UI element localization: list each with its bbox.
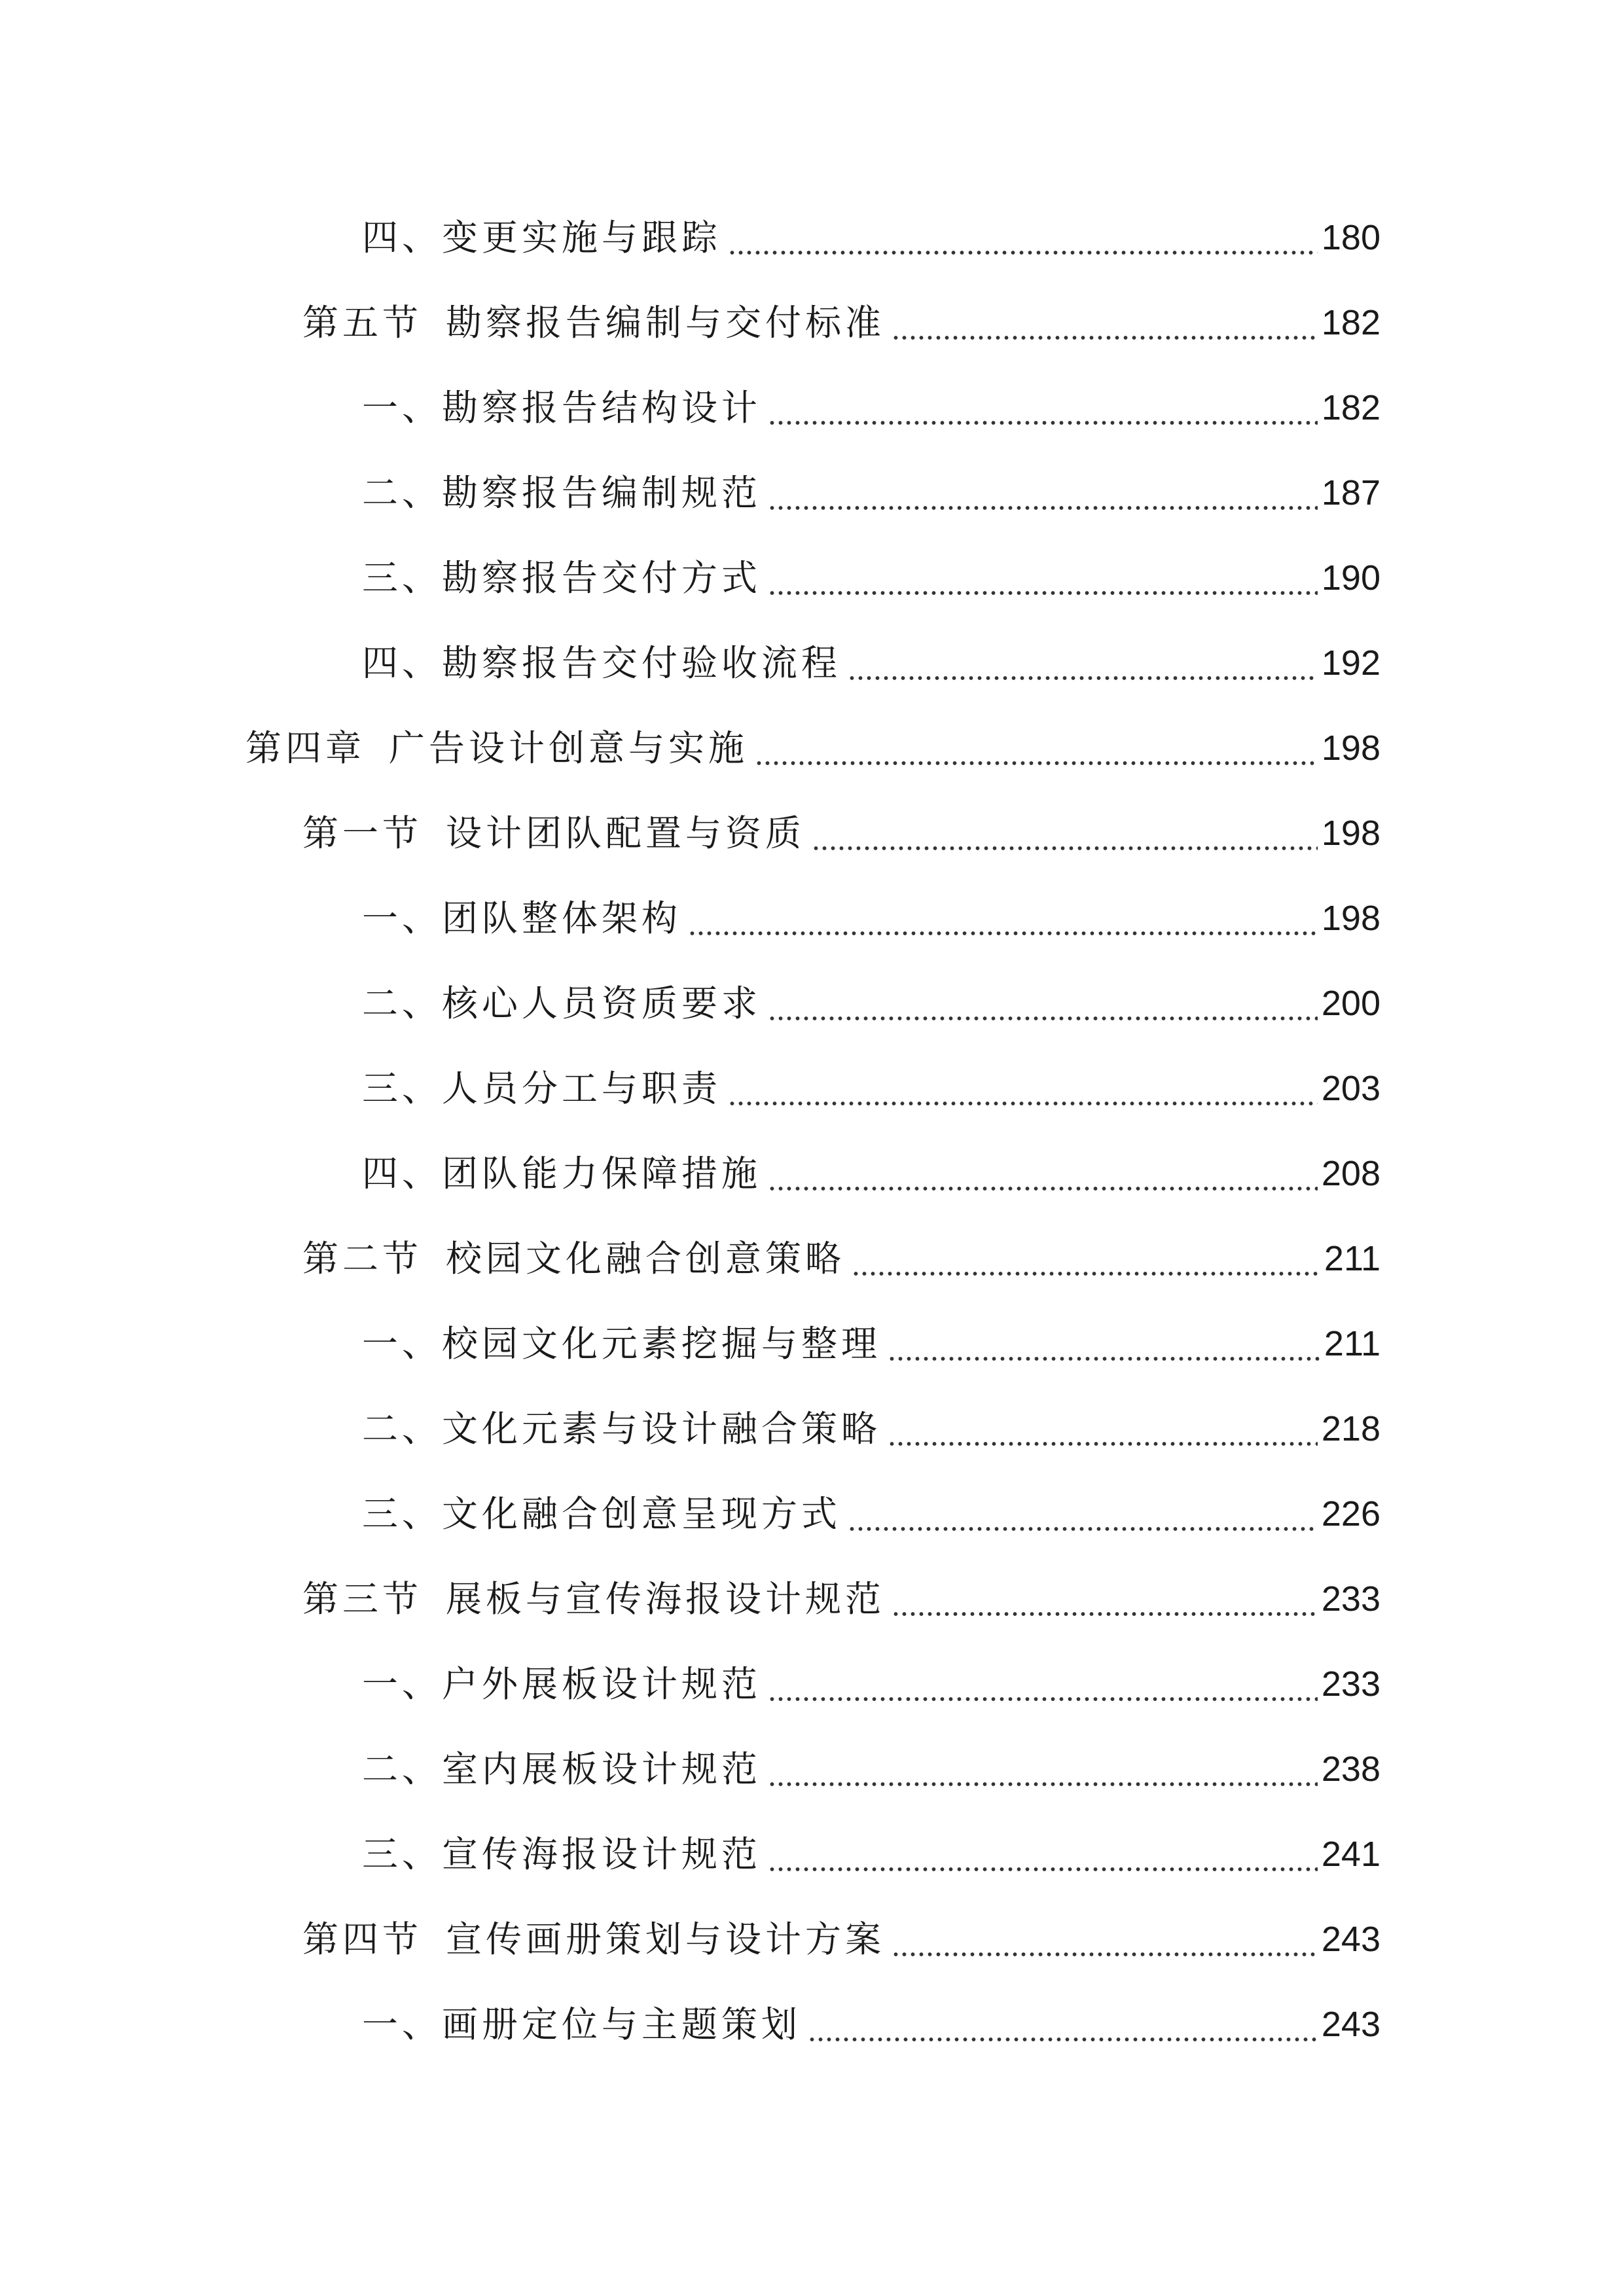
toc-page-number: 243 [1321, 2005, 1380, 2044]
toc-entry[interactable] [362, 1658, 1380, 1710]
toc-entry-title: 第三节 展板与宣传海报设计规范 [302, 1578, 886, 1620]
toc-dot-leader [768, 1833, 1318, 1873]
toc-dot-leader [728, 217, 1318, 256]
toc-entry[interactable] [362, 637, 1380, 689]
toc-page-number: 243 [1321, 1920, 1380, 1959]
toc-entry-title: 四、团队能力保障措施 [362, 1153, 762, 1194]
toc-entry[interactable] [362, 1062, 1380, 1115]
toc-page-number: 241 [1321, 1835, 1380, 1874]
toc-page-number: 182 [1321, 303, 1380, 342]
toc-entry[interactable] [362, 1828, 1380, 1880]
toc-entry[interactable] [362, 1998, 1380, 2051]
toc-entry-title: 第二节 校园文化融合创意策略 [302, 1238, 846, 1280]
toc-entry-title: 第四章 广告设计创意与实施 [245, 727, 749, 769]
toc-entry[interactable] [302, 296, 1380, 349]
toc-entry-title: 四、变更实施与跟踪 [362, 217, 722, 259]
toc-page-number: 200 [1321, 984, 1380, 1023]
toc-entry[interactable] [362, 467, 1380, 519]
toc-dot-leader [852, 1238, 1320, 1277]
toc-entry-title: 一、画册定位与主题策划 [362, 2003, 802, 2045]
toc-entry[interactable] [362, 1147, 1380, 1200]
toc-page-number: 198 [1321, 899, 1380, 938]
toc-entry-title: 三、勘察报告交付方式 [362, 557, 762, 599]
toc-entry[interactable] [362, 552, 1380, 604]
toc-entry[interactable] [362, 382, 1380, 434]
toc-entry[interactable] [245, 722, 1380, 774]
toc-dot-leader [768, 1153, 1318, 1192]
toc-entry[interactable] [302, 1232, 1380, 1285]
toc-page-number: 198 [1321, 728, 1380, 768]
toc-entry-title: 一、户外展板设计规范 [362, 1663, 762, 1705]
toc-entry-title: 二、室内展板设计规范 [362, 1748, 762, 1790]
toc-page-number: 187 [1321, 473, 1380, 512]
toc-page-number: 203 [1321, 1069, 1380, 1108]
toc-entry-title: 四、勘察报告交付验收流程 [362, 642, 842, 684]
toc-page-number: 192 [1321, 643, 1380, 683]
toc-entry[interactable] [362, 977, 1380, 1030]
toc-page-number: 238 [1321, 1749, 1380, 1789]
toc-dot-leader [768, 1748, 1318, 1787]
toc-entry-title: 二、核心人员资质要求 [362, 982, 762, 1024]
toc-dot-leader [888, 1408, 1318, 1447]
toc-dot-leader [808, 2003, 1318, 2043]
toc-dot-leader [768, 982, 1318, 1022]
toc-entry[interactable] [302, 807, 1380, 859]
toc-dot-leader [848, 1493, 1318, 1532]
toc-dot-leader [892, 1578, 1318, 1617]
toc-entry-title: 第五节 勘察报告编制与交付标准 [302, 302, 886, 344]
toc-page-number: 211 [1324, 1239, 1380, 1278]
toc-entry-title: 第四节 宣传画册策划与设计方案 [302, 1918, 886, 1960]
toc-entry-title: 二、文化元素与设计融合策略 [362, 1408, 882, 1450]
toc-page-number: 180 [1321, 218, 1380, 257]
toc-dot-leader [755, 727, 1318, 766]
toc-entry-title: 二、勘察报告编制规范 [362, 472, 762, 514]
toc-dot-leader [812, 812, 1318, 852]
toc-entry[interactable] [362, 1488, 1380, 1540]
toc-entry-title: 三、人员分工与职责 [362, 1067, 722, 1109]
toc-dot-leader [892, 1918, 1318, 1958]
toc-page-number: 226 [1321, 1494, 1380, 1534]
toc-entry[interactable] [362, 1318, 1380, 1370]
toc-entry-title: 第一节 设计团队配置与资质 [302, 812, 806, 854]
toc-entry[interactable] [362, 1743, 1380, 1795]
toc-entry-title: 一、团队整体架构 [362, 897, 682, 939]
toc-dot-leader [728, 1067, 1318, 1107]
toc-dot-leader [768, 387, 1318, 426]
toc-entry[interactable] [302, 1573, 1380, 1625]
toc-dot-leader [688, 897, 1318, 937]
toc-entry[interactable] [362, 892, 1380, 944]
toc-page-number: 233 [1321, 1579, 1380, 1619]
toc-page-number: 233 [1321, 1664, 1380, 1704]
toc-dot-leader [768, 557, 1318, 596]
toc-page-number: 208 [1321, 1154, 1380, 1193]
toc-page-number: 198 [1321, 814, 1380, 853]
toc-dot-leader [848, 642, 1318, 681]
toc-dot-leader [768, 472, 1318, 511]
toc-entry[interactable] [362, 1403, 1380, 1455]
toc-entry[interactable] [302, 1913, 1380, 1965]
toc-entry-title: 一、校园文化元素挖掘与整理 [362, 1323, 882, 1365]
toc-page-number: 211 [1324, 1324, 1380, 1363]
toc-entry[interactable] [362, 211, 1380, 264]
toc-dot-leader [768, 1663, 1318, 1702]
toc-dot-leader [892, 302, 1318, 341]
toc-entry-title: 三、文化融合创意呈现方式 [362, 1493, 842, 1535]
toc-dot-leader [888, 1323, 1320, 1362]
toc-entry-title: 三、宣传海报设计规范 [362, 1833, 762, 1875]
toc-page-number: 190 [1321, 558, 1380, 598]
toc-entry-title: 一、勘察报告结构设计 [362, 387, 762, 429]
toc-page-number: 218 [1321, 1409, 1380, 1448]
toc-page-number: 182 [1321, 388, 1380, 427]
